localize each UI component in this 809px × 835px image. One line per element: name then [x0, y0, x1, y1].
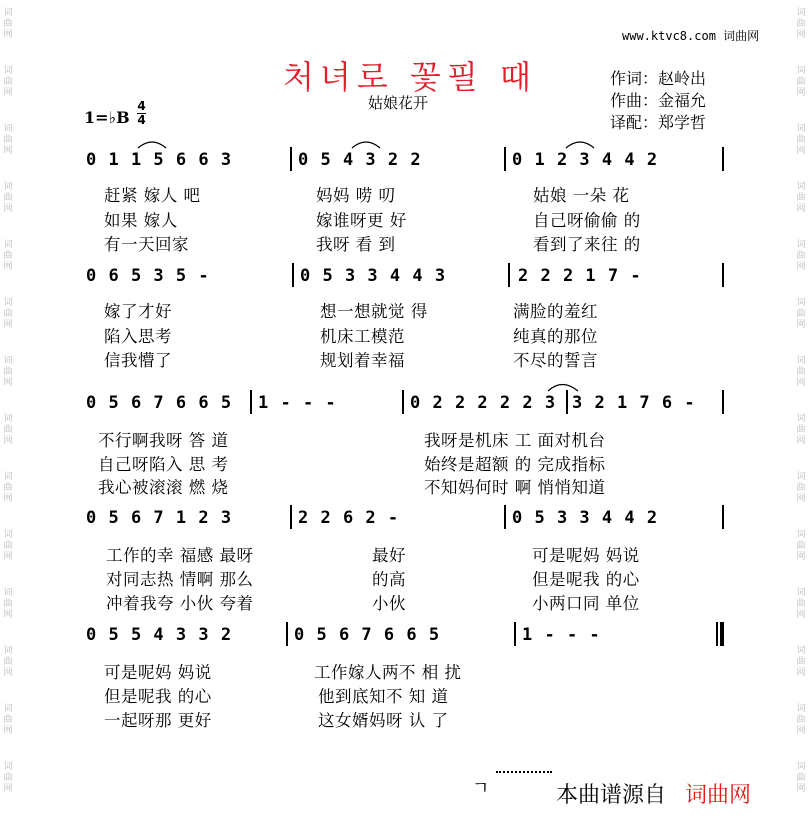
measure-2-3: 2 2 2 1 7 -: [518, 266, 642, 286]
barline: [504, 505, 506, 529]
watermark-text: 词 曲 网: [796, 472, 806, 504]
lyric-line: 自己呀陷入 思 考: [98, 455, 229, 474]
watermark-text: 词 曲 网: [796, 240, 806, 272]
lyric-line: 我心被滚滚 燃 烧: [98, 478, 229, 497]
time-sig-bottom: 4: [137, 113, 146, 127]
slur: [566, 142, 594, 148]
barline: [722, 505, 724, 529]
slur: [352, 142, 380, 148]
watermark-text: 词 曲 网: [3, 588, 13, 620]
barline: [402, 390, 404, 414]
barline: [250, 390, 252, 414]
measure-4-1: 0 5 6 7 1 2 3: [86, 508, 233, 528]
time-signature: [137, 100, 146, 127]
lyric-line: 这女婿妈呀 认 了: [318, 711, 449, 730]
barline: [504, 147, 506, 171]
lyric-line: 信我懵了: [104, 351, 172, 370]
lyric-line: 不行啊我呀 答 道: [98, 431, 229, 450]
watermark-text: 词 曲 网: [796, 704, 806, 736]
lyric-line: 纯真的那位: [513, 327, 598, 346]
lyric-line: 最好: [372, 546, 406, 565]
lyric-line: 他到底知不 知 道: [318, 687, 449, 706]
measure-5-2: 0 5 6 7 6 6 5: [294, 625, 441, 645]
measure-4-3: 0 5 3 3 4 4 2: [512, 508, 659, 528]
lyric-line: 工作的幸 福感 最呀: [106, 546, 254, 565]
lyric-line: 的高: [372, 570, 406, 589]
watermark-text: 词 曲 网: [796, 8, 806, 40]
slur: [548, 385, 578, 392]
watermark-text: 词 曲 网: [796, 414, 806, 446]
barline: [286, 622, 288, 646]
lyric-line: 陷入思考: [104, 327, 172, 346]
composer-credit: 作曲：金福允: [610, 91, 707, 110]
watermark-text: 词 曲 网: [3, 8, 13, 40]
watermark-text: 词 曲 网: [796, 66, 806, 98]
watermark-text: 词 曲 网: [3, 414, 13, 446]
lyric-line: 姑娘 一朵 花: [533, 186, 630, 205]
watermark-text: 词 曲 网: [796, 588, 806, 620]
lyric-line: 如果 嫁人: [104, 211, 178, 230]
lyric-line: 可是呢妈 妈说: [532, 546, 640, 565]
key-signature: 1=♭B: [84, 108, 130, 127]
translator-credit: 译配：郑学哲: [610, 113, 707, 132]
footer-dotted-rule: [496, 771, 552, 773]
barline: [722, 263, 724, 287]
lyric-line: 赶紧 嫁人 吧: [104, 186, 201, 205]
watermark-text: 词 曲 网: [3, 240, 13, 272]
watermark-text: 词 曲 网: [3, 646, 13, 678]
song-subtitle: 姑娘花开: [368, 94, 429, 112]
measure-1-3: 0 1 2 3 4 4 2: [512, 150, 659, 170]
lyric-line: 一起呀那 更好: [104, 711, 212, 730]
lyric-line: 工作嫁人两不 相 扰: [314, 663, 462, 682]
lyric-line: 可是呢妈 妈说: [104, 663, 212, 682]
footer-mark: ㄱ: [472, 778, 490, 799]
lyric-line: 不知妈何时 啊 悄悄知道: [424, 478, 606, 497]
lyric-line: 嫁了才好: [104, 302, 172, 321]
watermark-text: 词 曲 网: [3, 66, 13, 98]
lyric-line: 我呀 看 到: [316, 235, 396, 254]
lyricist-credit: 作词：赵岭出: [610, 69, 707, 88]
lyric-line: 不尽的誓言: [513, 351, 598, 370]
footer-source-name[interactable]: 词曲网: [685, 783, 752, 808]
lyric-line: 但是呢我 的心: [104, 687, 212, 706]
measure-2-2: 0 5 3 3 4 4 3: [300, 266, 447, 286]
footer-source-label: 本曲谱源自: [556, 783, 667, 808]
barline: [290, 147, 292, 171]
barline: [722, 147, 724, 171]
lyric-line: 满脸的羞红: [513, 302, 598, 321]
barline: [566, 390, 568, 414]
watermark-text: 词 曲 网: [3, 124, 13, 156]
watermark-text: 词 曲 网: [3, 762, 13, 794]
barline: [514, 622, 516, 646]
lyric-line: 妈妈 唠 叨: [316, 186, 396, 205]
watermark-text: 词 曲 网: [796, 530, 806, 562]
watermark-text: 词 曲 网: [3, 704, 13, 736]
watermark-text: 词 曲 网: [796, 124, 806, 156]
measure-3-4: 3 2 1 7 6 -: [572, 393, 696, 413]
watermark-text: 词 曲 网: [796, 298, 806, 330]
watermark-text: 词 曲 网: [3, 530, 13, 562]
credits: [610, 68, 706, 134]
watermark-text: 词 曲 网: [3, 472, 13, 504]
lyric-line: 有一天回家: [104, 235, 189, 254]
watermark-text: 词 曲 网: [3, 356, 13, 388]
watermark-text: 词 曲 网: [3, 298, 13, 330]
lyric-line: 想一想就觉 得: [320, 302, 428, 321]
lyric-line: 始终是超额 的 完成指标: [424, 455, 606, 474]
watermark-text: 词 曲 网: [796, 182, 806, 214]
measure-1-1: 0 1 1 5 6 6 3: [86, 150, 233, 170]
lyric-line: 机床工模范: [320, 327, 405, 346]
slur: [138, 142, 166, 148]
watermark-text: 词 曲 网: [796, 356, 806, 388]
time-sig-top: 4: [137, 99, 146, 113]
lyric-line: 我呀是机床 工 面对机台: [424, 431, 606, 450]
lyric-line: 小伙: [372, 594, 406, 613]
site-url[interactable]: www.ktvc8.com 词曲网: [622, 29, 760, 43]
lyric-line: 规划着幸福: [320, 351, 405, 370]
watermark-text: 词 曲 网: [796, 762, 806, 794]
lyric-line: 但是呢我 的心: [532, 570, 640, 589]
watermark-text: 词 曲 网: [3, 182, 13, 214]
song-title: 처녀로 꽃필 때: [283, 58, 537, 96]
barline: [722, 390, 724, 414]
footer-source: [556, 778, 751, 809]
measure-1-2: 0 5 4 3 2 2: [298, 150, 422, 170]
barline: [290, 505, 292, 529]
measure-2-1: 0 6 5 3 5 -: [86, 266, 210, 286]
final-barline-thick: [720, 622, 724, 646]
measure-3-3: 0 2 2 2 2 2 3: [410, 393, 557, 413]
lyric-line: 看到了来往 的: [533, 235, 641, 254]
final-barline-thin: [716, 622, 718, 646]
lyric-line: 自己呀偷偷 的: [533, 211, 641, 230]
lyric-line: 对同志热 情啊 那么: [106, 570, 254, 589]
measure-3-1: 0 5 6 7 6 6 5: [86, 393, 233, 413]
measure-4-2: 2 2 6 2 -: [298, 508, 400, 528]
measure-3-2: 1 - - -: [258, 393, 337, 413]
lyric-line: 嫁谁呀更 好: [316, 211, 407, 230]
measure-5-1: 0 5 5 4 3 3 2: [86, 625, 233, 645]
lyric-line: 冲着我夸 小伙 夸着: [106, 594, 254, 613]
lyric-line: 小两口同 单位: [532, 594, 640, 613]
watermark-text: 词 曲 网: [796, 646, 806, 678]
measure-5-3: 1 - - -: [522, 625, 601, 645]
barline: [292, 263, 294, 287]
barline: [508, 263, 510, 287]
